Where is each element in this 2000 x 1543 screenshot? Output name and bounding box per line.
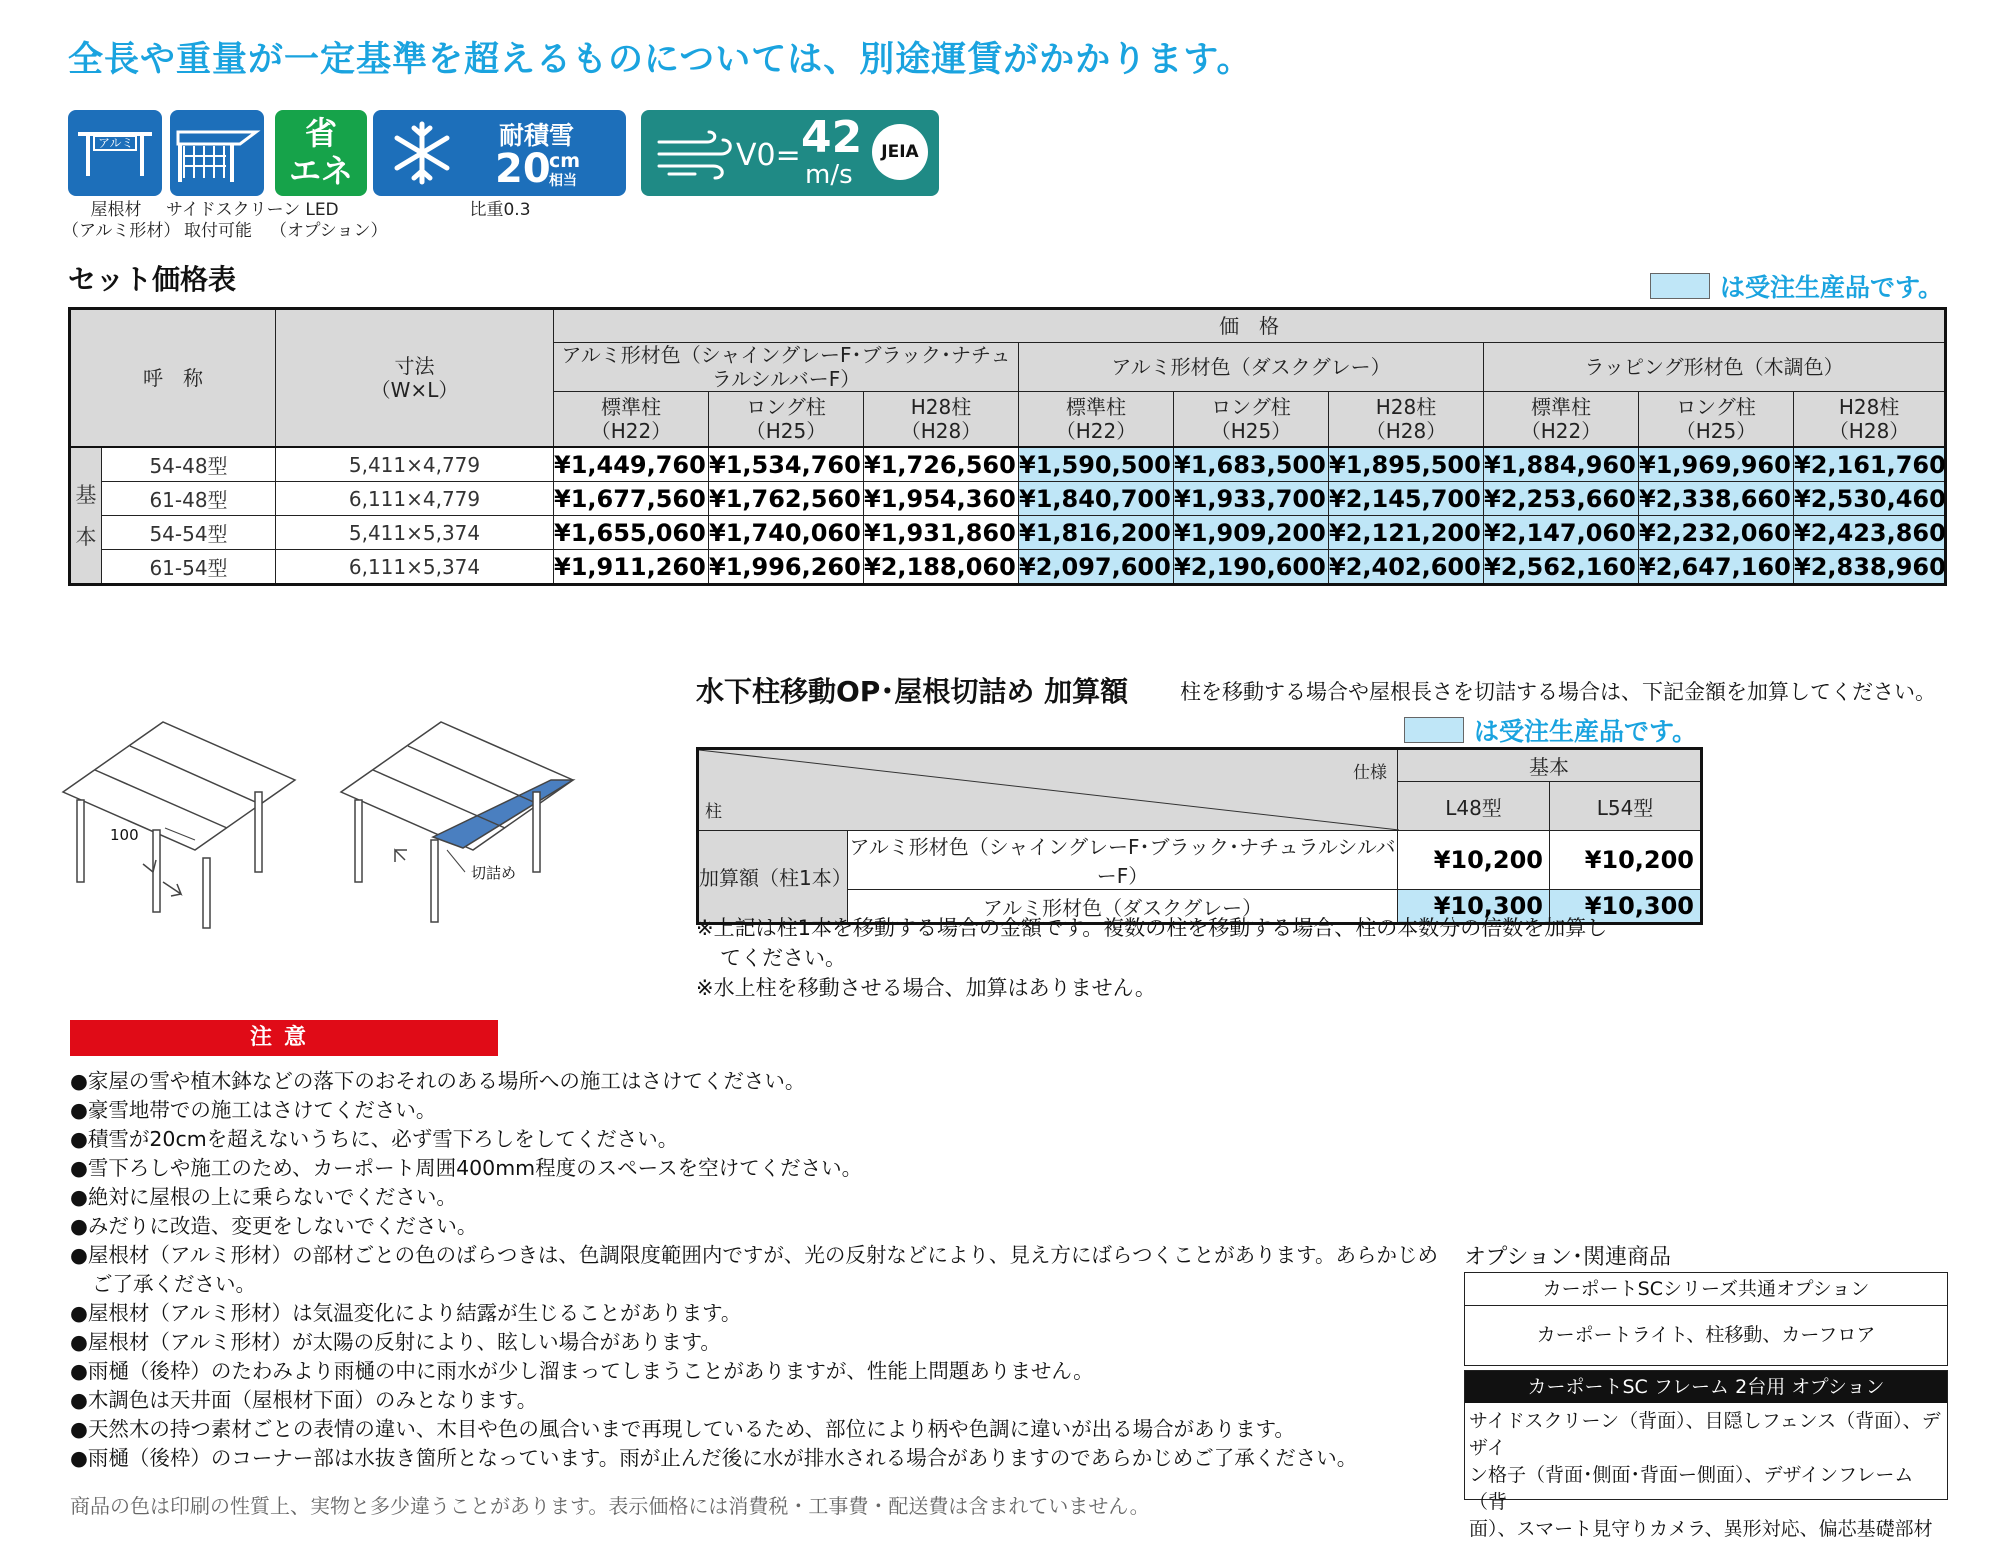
model-name: 61-48型	[102, 482, 276, 516]
price-cell: ¥2,253,660	[1484, 482, 1639, 516]
price-cell: ¥1,933,700	[1174, 482, 1329, 516]
price-cell: ¥1,677,560	[554, 482, 709, 516]
model-size: 5,411×4,779	[276, 447, 554, 482]
price-cell: ¥1,996,260	[709, 550, 864, 585]
option-legend	[1404, 712, 1697, 748]
caution-item: ●絶対に屋根の上に乗らないでください。	[70, 1185, 457, 1209]
option-legend-text: は受注生産品です。	[1474, 717, 1698, 746]
sub-header: H28柱 （H28）	[1794, 392, 1946, 448]
model-name: 54-54型	[102, 516, 276, 550]
common-options-box	[1464, 1272, 1948, 1366]
caution-item: ご了承ください。	[92, 1272, 256, 1296]
price-cell: ¥10,200	[1550, 831, 1702, 890]
price-cell: ¥1,590,500	[1019, 447, 1174, 482]
roof-caption	[62, 200, 181, 242]
price-cell: ¥2,562,160	[1484, 550, 1639, 585]
eco-caption	[270, 200, 388, 242]
col-price-header: 価 格	[554, 309, 1946, 343]
caution-item: ●雪下ろしや施工のため、カーポート周囲400mm程度のスペースを空けてください。	[70, 1156, 863, 1180]
price-cell: ¥2,147,060	[1484, 516, 1639, 550]
roof-icon-label: アルミ	[98, 136, 134, 150]
price-cell: ¥2,161,760	[1794, 447, 1946, 482]
col-header: L48型	[1398, 782, 1550, 831]
option-section-subtitle: 柱を移動する場合や屋根長さを切詰する場合は、下記金額を加算してください。	[1180, 680, 1936, 704]
caution-item: ●雨樋（後枠）のたわみより雨樋の中に雨水が少し溜まってしまうことがありますが、性能上問題ありません。	[70, 1359, 1094, 1383]
basic-side-label: 基 本	[70, 447, 102, 585]
snow-title: 耐積雪	[499, 121, 575, 150]
col-size-line2: （W×L）	[370, 378, 459, 402]
price-cell: ¥1,931,860	[864, 516, 1019, 550]
row-sublabel: アルミ形材色（シャイングレーF･ブラック･ナチュラルシルバーF）	[848, 831, 1398, 890]
corner-spec: 仕様	[1353, 763, 1387, 783]
frame-options-header: カーポートSC フレーム 2台用 オプション	[1465, 1371, 1947, 1403]
caution-item: ●豪雪地帯での施工はさけてください。	[70, 1098, 437, 1122]
caution-item: ●屋根材（アルミ形材）は気温変化により結露が生じることがあります。	[70, 1301, 742, 1325]
caution-item: ●木調色は天井面（屋根材下面）のみとなります。	[70, 1388, 538, 1412]
price-cell: ¥1,534,760	[709, 447, 864, 482]
eco-caption-line1: LED	[305, 200, 339, 220]
price-table-title: セット価格表	[68, 263, 237, 296]
jeia-text: JEIA	[881, 142, 919, 162]
option-price-table	[696, 747, 1703, 925]
sub-header: 標準柱 （H22）	[554, 392, 709, 448]
wind-prefix: V0=	[736, 138, 801, 173]
row-sublabel: アルミ形材色（ダスクグレー）	[848, 890, 1398, 924]
headline: 全長や重量が一定基準を超えるものについては、別途運賃がかかります。	[68, 40, 1253, 80]
price-cell: ¥1,911,260	[554, 550, 709, 585]
common-options-body: カーポートライト、柱移動、カーフロア	[1536, 1324, 1876, 1346]
sub-header: H28柱 （H28）	[1329, 392, 1484, 448]
price-cell: ¥1,726,560	[864, 447, 1019, 482]
price-cell: ¥1,895,500	[1329, 447, 1484, 482]
price-cell: ¥1,740,060	[709, 516, 864, 550]
table-row	[70, 550, 1946, 585]
roof-caption-line1: 屋根材	[90, 200, 142, 220]
caution-item: ●屋根材（アルミ形材）の部材ごとの色のばらつきは、色調限度範囲内ですが、光の反射などにより、見え方にばらつくことがあります。あらかじめ	[70, 1243, 1439, 1267]
price-cell: ¥1,884,960	[1484, 447, 1639, 482]
option-note: ※上記は柱1本を移動する場合の金額です。複数の柱を移動する場合、柱の本数分の倍数を加算し	[696, 916, 1608, 940]
price-cell: ¥2,121,200	[1329, 516, 1484, 550]
footnote: 商品の色は印刷の性質上、実物と多少違うことがあります。表示価格には消費税・工事費・配送費は含まれていません。	[70, 1494, 1150, 1518]
basic-header: 基本	[1398, 749, 1702, 782]
model-name: 54-48型	[102, 447, 276, 482]
snow-value: 20	[495, 146, 551, 192]
caution-item: ●みだりに改造、変更をしないでください。	[70, 1214, 478, 1238]
diagram-label-cut: 切詰め	[471, 864, 517, 882]
price-cell: ¥10,300	[1398, 890, 1550, 924]
price-cell: ¥1,954,360	[864, 482, 1019, 516]
wind-icon	[655, 130, 735, 180]
price-legend	[1650, 268, 1943, 304]
price-cell: ¥2,838,960	[1794, 550, 1946, 585]
price-cell: ¥2,190,600	[1174, 550, 1329, 585]
frame-options-body: サイドスクリーン（背面）、目隠しフェンス（背面）、デザイ ン格子（背面･側面･背面ー側面）、デザインフレーム（背 面）、スマート見守りカメラ、異形対応、偏芯基礎部材	[1469, 1410, 1941, 1540]
sub-header: ロング柱 （H25）	[1639, 392, 1794, 448]
price-cell: ¥2,232,060	[1639, 516, 1794, 550]
caution-item: ●屋根材（アルミ形材）が太陽の反射により、眩しい場合があります。	[70, 1330, 721, 1354]
price-cell: ¥1,816,200	[1019, 516, 1174, 550]
made-to-order-swatch	[1650, 273, 1710, 299]
sub-header: ロング柱 （H25）	[709, 392, 864, 448]
jeia-badge	[872, 124, 928, 180]
row-label: 加算額（柱1本）	[698, 831, 848, 924]
col-header: L54型	[1550, 782, 1702, 831]
price-cell: ¥2,402,600	[1329, 550, 1484, 585]
snow-unit: cm	[549, 150, 581, 172]
col-size-header	[276, 309, 554, 448]
common-options-header: カーポートSCシリーズ共通オプション	[1465, 1273, 1947, 1306]
snow-caption: 比重0.3	[469, 200, 531, 220]
price-cell: ¥1,655,060	[554, 516, 709, 550]
price-cell: ¥2,423,860	[1794, 516, 1946, 550]
option-section-title: 水下柱移動OP･屋根切詰め 加算額	[696, 675, 1129, 708]
set-price-table	[68, 307, 1947, 586]
sub-header: 標準柱 （H22）	[1484, 392, 1639, 448]
wind-resistance-badge	[641, 110, 939, 196]
price-cell: ¥1,449,760	[554, 447, 709, 482]
screen-caption-line2: 取付可能	[184, 221, 252, 241]
caution-header: 注意	[70, 1020, 498, 1056]
roof-cut-diagram	[333, 700, 593, 930]
price-cell: ¥2,097,600	[1019, 550, 1174, 585]
screen-caption	[166, 200, 301, 242]
sub-header: H28柱 （H28）	[864, 392, 1019, 448]
snow-note: 相当	[549, 173, 577, 189]
option-note: てください。	[720, 946, 846, 970]
model-size: 6,111×4,779	[276, 482, 554, 516]
eco-line2: エネ	[288, 152, 353, 190]
price-cell: ¥1,969,960	[1639, 447, 1794, 482]
caution-item: ●雨樋（後枠）のコーナー部は水抜き箇所となっています。雨が止んだ後に水が排水される場合がありますのであらかじめご了承ください。	[70, 1446, 1358, 1470]
wind-unit: m/s	[805, 160, 853, 190]
pillar-move-diagram	[55, 700, 305, 930]
options-title: オプション･関連商品	[1464, 1245, 1672, 1270]
price-cell: ¥10,300	[1550, 890, 1702, 924]
roof-material-icon	[68, 110, 162, 196]
table-row	[70, 447, 1946, 482]
price-legend-text: は受注生産品です。	[1720, 273, 1944, 302]
price-cell: ¥1,683,500	[1174, 447, 1329, 482]
side-screen-icon	[170, 110, 264, 196]
snowflake-icon	[387, 120, 457, 186]
table-row	[70, 516, 1946, 550]
price-cell: ¥1,909,200	[1174, 516, 1329, 550]
price-cell: ¥2,188,060	[864, 550, 1019, 585]
price-cell: ¥1,840,700	[1019, 482, 1174, 516]
corner-pillar: 柱	[705, 802, 722, 822]
model-size: 6,111×5,374	[276, 550, 554, 585]
roof-caption-line2: （アルミ形材）	[62, 221, 181, 241]
price-cell: ¥2,530,460	[1794, 482, 1946, 516]
price-cell: ¥2,338,660	[1639, 482, 1794, 516]
corner-header	[698, 749, 1398, 831]
moved-pillar	[153, 830, 160, 912]
caution-item: ●天然木の持つ素材ごとの表情の違い、木目や色の風合いまで再現しているため、部位により柄や色調に違いが出る場合があります。	[70, 1417, 1295, 1441]
caution-item: ●積雪が20cmを超えないうちに、必ず雪下ろしをしてください。	[70, 1127, 679, 1151]
snow-load-badge	[373, 110, 626, 196]
wind-value: 42	[801, 112, 863, 163]
eco-caption-line2: （オプション）	[270, 221, 388, 241]
group-header: ラッピング形材色（木調色）	[1484, 343, 1946, 392]
energy-saving-icon	[275, 110, 367, 196]
sub-header: 標準柱 （H22）	[1019, 392, 1174, 448]
eco-line1: 省	[304, 114, 337, 152]
col-size-line1: 寸法	[394, 354, 435, 378]
price-cell: ¥2,647,160	[1639, 550, 1794, 585]
price-cell: ¥1,762,560	[709, 482, 864, 516]
table-row	[698, 831, 1702, 890]
diagram-label-100: 100	[110, 826, 139, 844]
col-name-header: 呼 称	[70, 309, 276, 448]
table-row	[70, 482, 1946, 516]
model-size: 5,411×5,374	[276, 516, 554, 550]
group-header: アルミ形材色（シャイングレーF･ブラック･ナチュラルシルバーF）	[554, 343, 1019, 392]
screen-caption-line1: サイドスクリーン	[166, 200, 301, 220]
sub-header: ロング柱 （H25）	[1174, 392, 1329, 448]
frame-options-box	[1464, 1370, 1948, 1540]
group-header: アルミ形材色（ダスクグレー）	[1019, 343, 1484, 392]
caution-item: ●家屋の雪や植木鉢などの落下のおそれのある場所への施工はさけてください。	[70, 1069, 806, 1093]
price-cell: ¥2,145,700	[1329, 482, 1484, 516]
price-cell: ¥10,200	[1398, 831, 1550, 890]
model-name: 61-54型	[102, 550, 276, 585]
made-to-order-swatch	[1404, 717, 1464, 743]
option-note: ※水上柱を移動させる場合、加算はありません。	[696, 976, 1156, 1000]
